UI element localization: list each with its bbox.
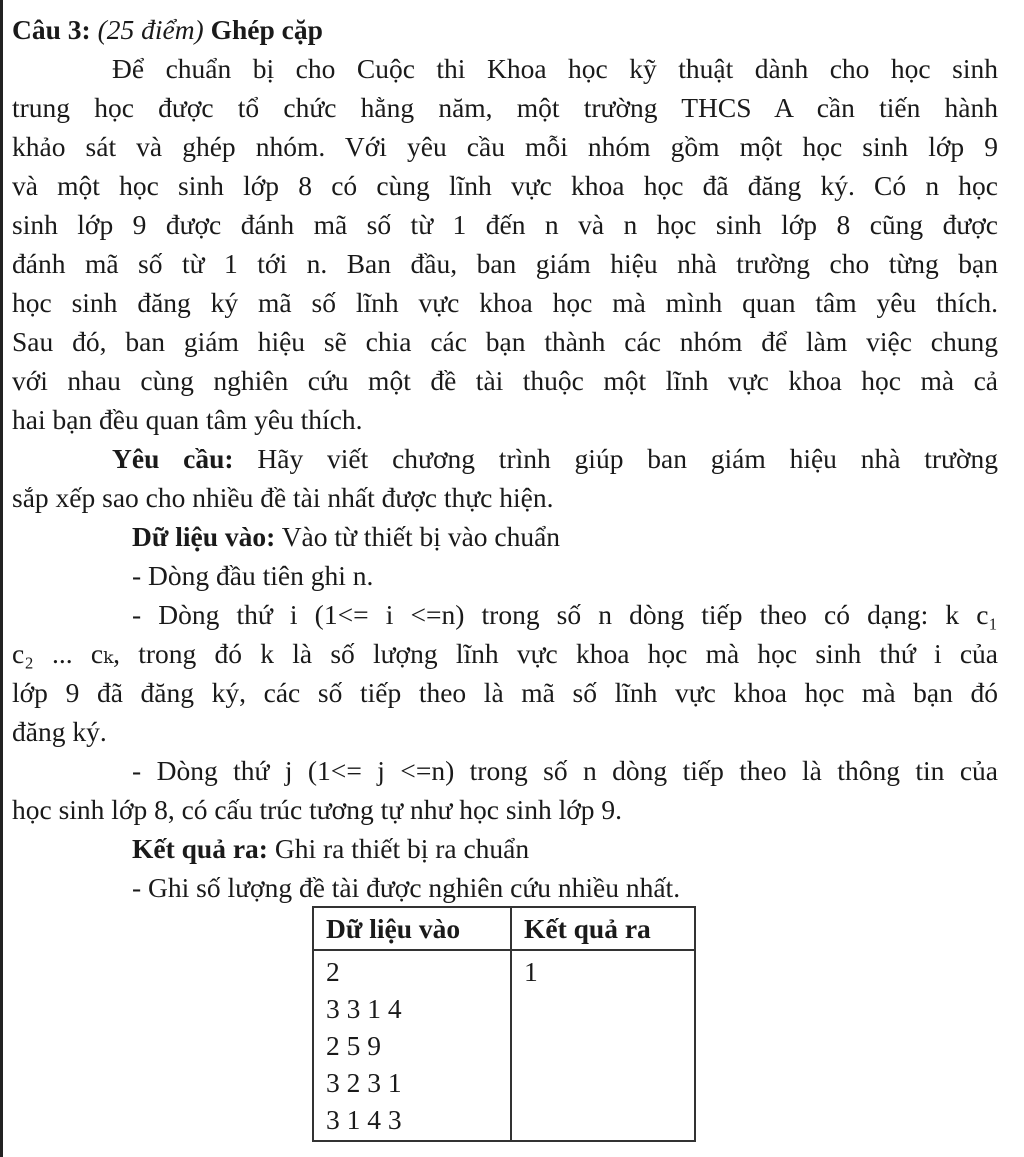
example-table [312, 906, 696, 1142]
paragraph-line: Để chuẩn bị cho Cuộc thi Khoa học kỹ thuật dành cho học sinh [112, 53, 998, 84]
sample-input-line: 2 5 9 [326, 1030, 381, 1061]
requirement-text: Hãy viết chương trình giúp ban giám hiệu nhà trường [233, 443, 998, 474]
input-text: Vào từ thiết bị vào chuẩn [275, 521, 561, 552]
question-title: Ghép cặp [210, 14, 323, 45]
input-bullet-line: lớp 9 đã đăng ký, các số tiếp theo là mã số lĩnh vực khoa học mà bạn đó [12, 677, 998, 708]
input-bullet-line: đăng ký. [12, 716, 107, 747]
paragraph-line: và một học sinh lớp 8 có cùng lĩnh vực khoa học đã đăng ký. Có n học [12, 170, 998, 201]
paragraph-line: đánh mã số từ 1 tới n. Ban đầu, ban giám hiệu nhà trường cho từng bạn [12, 248, 998, 279]
problem-document [12, 10, 998, 907]
input-bullet-line: học sinh lớp 8, có cấu trúc tương tự như học sinh lớp 9. [12, 794, 622, 825]
input-heading [12, 517, 998, 556]
paragraph-line: trung học được tổ chức hằng năm, một trường THCS A cần tiến hành [12, 92, 998, 123]
paragraph-line: khảo sát và ghép nhóm. Với yêu cầu mỗi nhóm gồm một học sinh lớp 9 [12, 131, 998, 162]
requirement-section [12, 439, 998, 517]
input-bullet-line: c₂ ... cₖ, trong đó k là số lượng lĩnh vực khoa học mà học sinh thứ i của [12, 638, 998, 669]
sample-input-line: 2 [326, 956, 340, 987]
sample-input-line: 3 1 4 3 [326, 1104, 402, 1135]
description-paragraph [12, 49, 998, 439]
question-number: Câu 3: [12, 14, 91, 45]
question-heading [12, 10, 998, 49]
sample-output-cell [511, 950, 695, 1141]
question-points: (25 điểm) [97, 14, 204, 45]
table-header-row [313, 907, 695, 950]
input-section [12, 517, 998, 829]
sample-input-line: 3 3 1 4 [326, 993, 402, 1024]
output-label: Kết quả ra: [132, 833, 268, 864]
input-bullet-first-line: - Dòng đầu tiên ghi n. [132, 560, 374, 591]
header-output: Kết quả ra [511, 907, 695, 950]
input-bullet-line: - Dòng thứ i (1<= i <=n) trong số n dòng tiếp theo có dạng: k c₁ [132, 599, 998, 630]
paragraph-line: sinh lớp 9 được đánh mã số từ 1 đến n và n học sinh lớp 8 cũng được [12, 209, 998, 240]
requirement-line: sắp xếp sao cho nhiều đề tài nhất được thực hiện. [12, 482, 554, 513]
paragraph-line: hai bạn đều quan tâm yêu thích. [12, 404, 363, 435]
input-bullet-line: - Dòng thứ j (1<= j <=n) trong số n dòng tiếp theo là thông tin của [132, 755, 998, 786]
paragraph-line: học sinh đăng ký mã số lĩnh vực khoa học mà mình quan tâm yêu thích. [12, 287, 998, 318]
sample-input-line: 3 2 3 1 [326, 1067, 402, 1098]
output-heading [12, 829, 998, 868]
output-bullet: - Ghi số lượng đề tài được nghiên cứu nhiều nhất. [132, 872, 681, 903]
requirement-label: Yêu cầu: [112, 443, 234, 474]
output-section [12, 829, 998, 907]
header-input: Dữ liệu vào [313, 907, 511, 950]
table-row [313, 950, 695, 1141]
sample-input-cell [313, 950, 511, 1141]
paragraph-line: Sau đó, ban giám hiệu sẽ chia các bạn thành các nhóm để làm việc chung [12, 326, 998, 357]
input-label: Dữ liệu vào: [132, 521, 276, 552]
output-text: Ghi ra thiết bị ra chuẩn [267, 833, 530, 864]
left-border-rule [0, 0, 3, 1157]
sample-output-line: 1 [524, 956, 538, 987]
requirement-line [12, 439, 998, 478]
paragraph-line: với nhau cùng nghiên cứu một đề tài thuộc một lĩnh vực khoa học mà cả [12, 365, 998, 396]
